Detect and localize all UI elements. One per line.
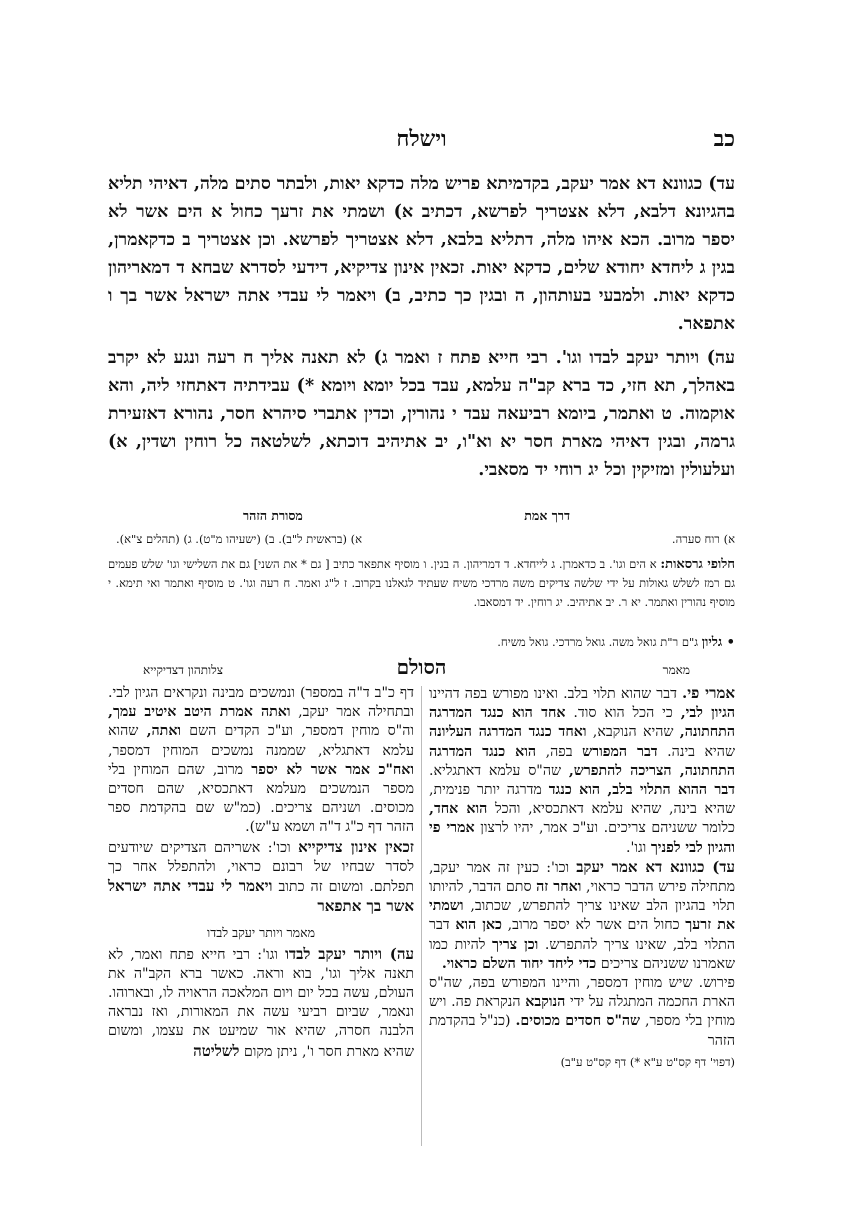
bold-phrase: ואתה אמרת היטב איטיב עמך, xyxy=(108,704,291,721)
text-run: (כנ"ל בהקדמת הזהר xyxy=(429,1013,735,1049)
sulam-label-left: צלותהון דצדיקייא xyxy=(143,663,224,677)
bold-phrase: זכאין אינון צדיקייא xyxy=(298,837,414,856)
text-run: סתם הדבר, להיותו תלוי בהגיון הלב שאינו צריך להתפרש, שכתוב, xyxy=(429,879,735,915)
text-run: דף כ"ב ד"ה במספר) ונמשכים מבינה ונקראים הגיון לבי. ובתחילה אמר יעקב, xyxy=(108,685,414,721)
main-zohar-text xyxy=(108,170,735,490)
gilyon-label: • גליון xyxy=(701,635,735,650)
text-run: כחול הים אשר לא יספר מרוב, xyxy=(501,917,686,934)
text-run: מרוב, שהם המוחין בלי מספר הנמשכים מעלמא דאתכסיא, שהם חסדים מכוסים. ושניהם צריכים. (כמ"ש שם בהקדמת ספר הזהר דף כ"ג ד"ה ושמא ע"ש). xyxy=(108,761,414,836)
bold-phrase: הנוקבא xyxy=(525,994,566,1011)
text-run: מדרגה יותר פנימית, שהיא בינה, שהיא עלמא דאתכסיא, והכל xyxy=(429,782,735,818)
sulam-label-right: מאמר xyxy=(662,663,690,677)
bold-phrase: דבר ההוא התלוי בלב, הוא כנגד xyxy=(548,782,735,799)
masoret-note: א) (בראשית ל"ב). ב) (ישעיהו מ"ט). ג) (תהלים צ"א). xyxy=(116,532,363,546)
commentary-notes xyxy=(108,532,735,550)
text-run: שה"ס עלמא דאתגליא. xyxy=(429,762,569,779)
text-run: וגו'. xyxy=(625,839,651,856)
text-run: שהיא הנוקבא, xyxy=(586,724,680,741)
sulam-column-right xyxy=(429,684,735,1072)
text-run: דבר שהוא תלוי בלב. ואינו מפורש בפה דהיינו xyxy=(429,686,683,702)
sulam-title: הסולם xyxy=(396,655,447,679)
text-run: בפה, xyxy=(536,743,583,760)
bold-phrase: אחד הוא כנגד המדרגה התחתונה, xyxy=(429,705,735,741)
variant-readings-label: חלופי גרסאות: xyxy=(660,557,735,572)
bold-phrase: אמרי פי. xyxy=(682,684,735,702)
masoret-heading: מסורת הזהר xyxy=(243,508,303,523)
page-number: כב xyxy=(713,126,735,152)
bold-phrase: כאן הוא xyxy=(455,917,502,934)
text-run: דבר התלוי בלב, שאינו צריך להתפרש. xyxy=(429,917,735,953)
column-divider xyxy=(421,686,422,1146)
section-subheading: מאמר ויותר יעקב לבדו xyxy=(207,925,315,941)
text-run: פירוש. שיש מוחין דמספר, והיינו המפורש בפה, שה"ס הארת החכמה המתגלה על ידי xyxy=(429,975,736,1011)
bold-phrase: וכן צריך xyxy=(492,936,539,953)
sulam-paragraph xyxy=(429,974,735,1051)
bold-phrase: ואתה, xyxy=(146,723,182,740)
sulam-header xyxy=(108,655,735,685)
bold-phrase: דבר המפורש xyxy=(582,743,658,760)
bold-phrase: ואחד כנגד המדרגה העליונה xyxy=(429,724,587,741)
bold-phrase: כדי ליחד יחוד השלם כראוי. xyxy=(441,955,597,972)
derech-emet-note: א) רוח סערה. xyxy=(671,532,735,546)
text-run: וכו': כעין זה אמר יעקב, מתחילה פירש הדבר כראוי, xyxy=(429,859,736,896)
text-run: שהיא בינה. xyxy=(657,743,735,760)
sulam-paragraph xyxy=(429,858,735,974)
paragraph-74: עד) כגוונא דא אמר יעקב, בקדמיתא פריש מלה כדקא יאות, ולבתר סתים מלה, דאיהי תליא בהגיונא דלבא, דלא אצטריך לפרשא, דכתיב א) ושמתי את זרעך כחול א הים אשר לא יספר מרוב. הכא איהו מלה, דתליא בלבא, דלא אצטריך לפרשא. וכן אצטריך ב כדקאמרן, בגין ג ליחדא יחודא שלים, כדקא יאות. זכאין אינון צדיקיא, דידעי לסדרא שבחא ד דמאריהון כדקא יאות. ולמבעי בעותהון, ה ובגין כך כתיב, ב) ויאמר לי עבדי אתה ישראל אשר בך ו אתפאר. xyxy=(108,174,735,334)
gilyon-note xyxy=(108,633,735,652)
variant-readings xyxy=(108,555,735,612)
derech-emet-heading: דרך אמת xyxy=(524,508,570,523)
text-run: כלומר ששניהם צריכים. וע"כ אמר, יהיו לרצון xyxy=(474,820,735,837)
sulam-paragraph xyxy=(108,838,414,918)
bold-phrase: ויאמר לי עבדי אתה ישראל אשר בך אתפאר xyxy=(108,877,414,916)
bold-phrase: ואח"כ אמר אשר לא יספר xyxy=(251,761,414,778)
text-run: כי הכל הוא סוד. xyxy=(565,705,681,722)
print-reference: (דפוי' דף קס"ט ע"א *) דף קס"ט ע"ב) xyxy=(560,1054,735,1069)
bold-phrase: הוא אחד, xyxy=(429,801,488,818)
bold-phrase: ואחר זה xyxy=(536,879,582,896)
sulam-paragraph xyxy=(108,684,414,838)
variant-readings-text: א הים וגו'. ב כדאמרן. ג לייחדא. ד דמריהון. ה בגין. ו מוסיף אתפאר כתיב [ גם * את השני] גם את השלישי וגו' שלש פעמים גם רמז לשלש גאולות על ידי שלשה צדיקים משה מרדכי משיח שעתיד לגאלנו בקרוב. ז ל"ג ואמר. ח רעה וגו'. ט מוסיף ואתמר ואי תימא. י מוסיף נהורין ואתמר. יא ר. יב אתיהיב. יג רוחין. יד דמסאבו. xyxy=(108,557,735,609)
sulam-paragraph xyxy=(108,945,414,1062)
bold-phrase: עד) כגוונא דא אמר יעקב xyxy=(576,857,735,876)
text-run: להיות כמו שאמרנו ששניהם צריכים xyxy=(429,936,735,972)
page-header xyxy=(108,126,735,156)
paragraph-75: עה) ויותר יעקב לבדו וגו'. רבי חייא פתח ז ואמר ג) לא תאנה אליך ח רעה ונגע לא יקרב באהלך, תא חזי, כד ברא קב"ה עלמא, עבד בכל יומא ויומא *) עבידתיה דאתחזי ליה, והא אוקמוה. ט ואתמר, ביומא רביעאה עבד י נהורין, וכדין אתברי סיהרא חסר, נהורא דאזעירת גרמה, ובגין דאיהי מארת חסר יא וא"ו, יב אתיהיב דוכתא, לשלטאה כל רוחין ושדין, א) ועלעולין ומזיקין וכל יג רוחי יד מסאבי. xyxy=(108,348,735,480)
bold-phrase: עה) ויותר יעקב לבדו xyxy=(285,944,414,963)
bold-phrase: הוא כנגד המדרגה התחתונה, הצריכה להתפרש, xyxy=(429,743,735,779)
sulam-paragraph xyxy=(429,684,735,858)
text-run: וה"ס מוחין דמספר, וע"כ הקדים השם xyxy=(181,723,415,740)
bold-phrase: אמרי פי והגיון לבי לפניך xyxy=(429,820,735,856)
gilyon-text: ג"ם ר"ת גואל משה. גואל מרדכי. גואל משיח. xyxy=(497,635,699,649)
bold-phrase: הגיון לבי, xyxy=(680,705,735,722)
bold-phrase: ושמתי את זרעך xyxy=(429,898,736,934)
text-run: וגו': רבי חייא פתח ואמר, לא תאנה אליך וגו', בוא וראה. כאשר ברא הקב"ה את העולם, עשה בכל יום ויום המלאכה הראויה לו, ובארוהו. ונאמר, שביום רביעי עשה את המאורות, ואז נבראה הלבנה חסרה, שהיא אור שמיעט את עצמו, ומשום שהיא מארת חסר ו', ניתן מקום xyxy=(108,946,414,1060)
bold-phrase: לשליטה xyxy=(193,1041,240,1060)
commentary-headers xyxy=(108,508,735,528)
page-title: וישלח xyxy=(396,126,447,152)
text-run: הנקראת פה. ויש מוחין בלי מספר, xyxy=(429,994,736,1030)
bold-phrase: שה"ס חסדים מכוסים. xyxy=(515,1013,641,1030)
text-run: וכו': אשריהם הצדיקים שיודעים לסדר שבחיו של רבונם כראוי, ולהתפלל אחר כך תפלתם. ומשום זה כתוב xyxy=(108,839,415,896)
sulam-column-left xyxy=(108,684,414,1062)
text-run: שהוא עלמא דאתגליא, שממנה נמשכים המוחין דמספר, xyxy=(108,723,414,759)
